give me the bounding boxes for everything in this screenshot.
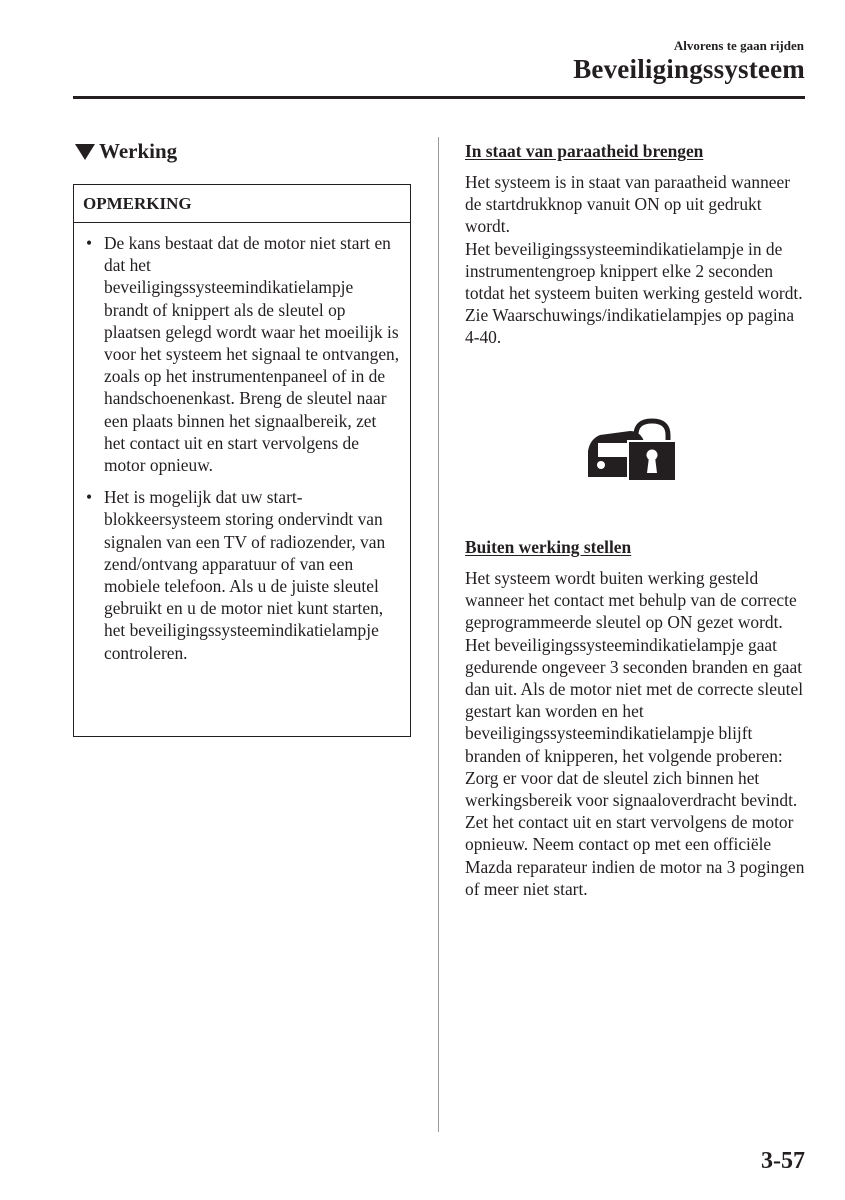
triangle-down-icon [75,144,95,160]
note-heading: OPMERKING [74,185,410,223]
note-list [74,223,410,664]
column-divider [438,137,439,1132]
header-rule [73,96,805,99]
page-title: Beveiligingssysteem [573,54,805,84]
page-number: 3-57 [761,1148,805,1174]
arm-paragraph: Het systeem is in staat van paraatheid wanneer de startdrukknop vanuit ON op uit gedrukt wordt. Het beveiligingssysteemindikatielampje in de instrumentengroep knippert elke 2 seconden totdat het systeem buiten werking gesteld wordt. Zie Waarschuwings/indikatielampjes op pagina 4-40. [465,172,803,348]
section-heading-text: Werking [99,139,178,163]
note-item: • Het is mogelijk dat uw start-blokkeersysteem storing ondervindt van signalen van een TV of radiozender, van zend/ontvang apparatuur of van een mobiele telefoon. Als u de juiste sleutel gebruikt en u de motor niet kunt starten, het beveiligingssysteemindikatielampje controleren. [104,486,400,664]
chapter-label: Alvorens te gaan rijden [673,38,804,53]
disarm-paragraph: Het systeem wordt buiten werking gesteld wanneer het contact met behulp van de correcte geprogrammeerde sleutel op ON gezet wordt. Het beveiligingssysteemindikatielampje gaat gedurende ongeveer 3 seconden branden en gaat dan uit. Als de motor niet met de correcte sleutel gestart kan worden en het beveiligingssysteemindikatielampje blijft branden of knipperen, het volgende proberen: Zorg er voor dat de sleutel zich binnen het werkingsbereik voor signaaloverdracht bevindt. Zet het contact uit en start vervolgens de motor opnieuw. Neem contact op met een officiële Mazda reparateur indien de motor na 3 pogingen of meer niet start. [465,568,805,899]
note-item: • De kans bestaat dat de motor niet start en dat het beveiligingssysteemindikatielampje brandt of knippert als de sleutel op plaatsen gelegd wordt waar het moeilijk is voor het systeem het signaal te ontvangen, zoals op het instrumentenpaneel of in de handschoenenkast. Breng de sleutel naar een plaats binnen het signaalbereik, zet het contact uit en start vervolgens de motor opnieuw. [104,232,400,476]
security-indicator-car-padlock-icon [586,417,678,483]
section-heading [75,139,177,164]
note-box [73,184,411,737]
arm-heading: In staat van paraatheid brengen [465,141,704,161]
disarm-heading: Buiten werking stellen [465,537,632,557]
